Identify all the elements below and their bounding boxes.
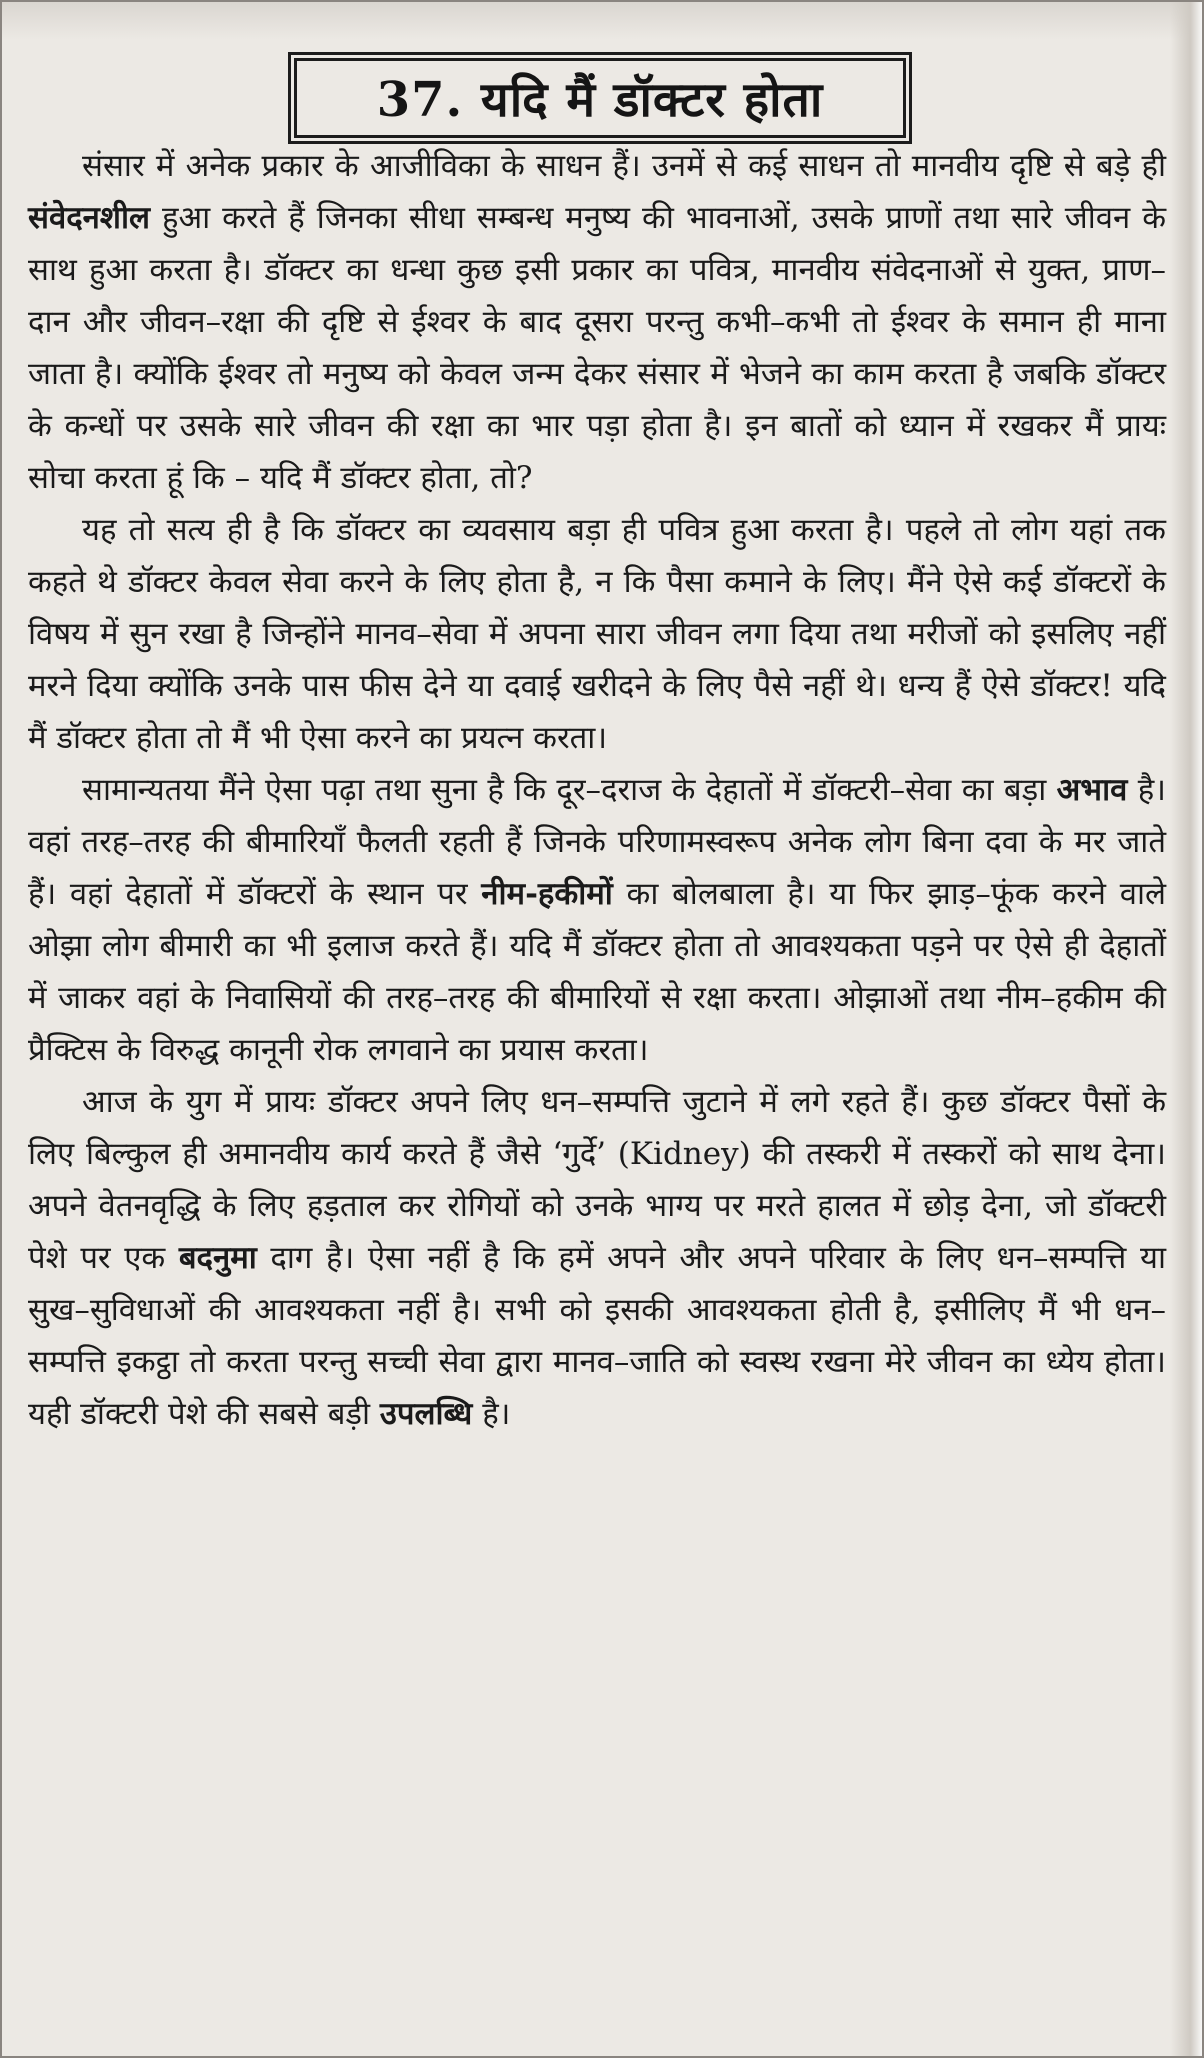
text-segment: दाग है। ऐसा नहीं है कि हमें अपने और अपने परिवार के लिए धन–सम्पत्ति या सुख–सुविधाओं की आवश्यकता नहीं है। सभी को इसकी आवश्यकता होती है, इसीलिए मैं भी धन–सम्पत्ति इकट्ठा तो करता परन्तु सच्ची सेवा द्वारा मानव–जाति को स्वस्थ रखना मेरे जीवन का ध्येय होता। यही डॉक्टरी पेशे की सबसे बड़ी bbox=[28, 1240, 1166, 1432]
page-binding-shadow bbox=[1170, 0, 1204, 2058]
text-segment: सामान्यतया मैंने ऐसा पढ़ा तथा सुना है कि दूर–दराज के देहातों में डॉक्टरी–सेवा का बड़ा bbox=[82, 772, 1057, 808]
text-segment: है। वहां तरह–तरह की बीमारियाँ फैलती रहती हैं जिनके परिणामस्वरूप अनेक लोग बिना दवा के मर जाते हैं। वहां देहातों में डॉक्टरों के स्थान पर bbox=[28, 772, 1166, 912]
text-segment: है। bbox=[472, 1396, 511, 1432]
paragraph-2 bbox=[28, 504, 1166, 764]
essay-body bbox=[28, 140, 1166, 1440]
paragraph-4 bbox=[28, 1076, 1166, 1440]
page-top-shadow bbox=[0, 0, 1204, 40]
bold-keyword: संवेदनशील bbox=[28, 200, 150, 236]
text-segment: हुआ करते हैं जिनका सीधा सम्बन्ध मनुष्य की भावनाओं, उसके प्राणों तथा सारे जीवन के साथ हुआ करता है। डॉक्टर का धन्धा कुछ इसी प्रकार का पवित्र, मानवीय संवेदनाओं से युक्त, प्राण–दान और जीवन–रक्षा की दृष्टि से ईश्वर के बाद दूसरा परन्तु कभी–कभी तो ईश्वर के समान ही माना जाता है। क्योंकि ईश्वर तो मनुष्य को केवल जन्म देकर संसार में भेजने का काम करता है जबकि डॉक्टर के कन्धों पर उसके सारे जीवन की रक्षा का भार पड़ा होता है। इन बातों को ध्यान में रखकर मैं प्रायः सोचा करता हूं कि – यदि मैं डॉक्टर होता, तो? bbox=[28, 200, 1166, 496]
text-segment: आज के युग में प्रायः डॉक्टर अपने लिए धन–सम्पत्ति जुटाने में लगे रहते हैं। कुछ डॉक्टर पैसों के लिए बिल्कुल ही अमानवीय कार्य करते हैं जैसे ‘गुर्दे’ (Kidney) की तस्करी में तस्करों को साथ देना। अपने वेतनवृद्धि के लिए हड़ताल कर रोगियों को उनके भाग्य पर मरते हालत में छोड़ देना, जो डॉक्टरी पेशे पर एक bbox=[28, 1084, 1166, 1276]
bold-keyword: नीम-हकीमों bbox=[481, 876, 613, 912]
paragraph-3 bbox=[28, 764, 1166, 1076]
title-box bbox=[294, 58, 906, 138]
paragraph-1 bbox=[28, 140, 1166, 504]
bold-keyword: बदनुमा bbox=[178, 1240, 257, 1276]
page-title: 37. यदि मैं डॉक्टर होता bbox=[376, 71, 824, 128]
text-segment: का बोलबाला है। या फिर झाड़–फूंक करने वाले ओझा लोग बीमारी का भी इलाज करते हैं। यदि मैं डॉक्टर होता तो आवश्यकता पड़ने पर ऐसे ही देहातों में जाकर वहां के निवासियों की तरह–तरह की बीमारियों से रक्षा करता। ओझाओं तथा नीम–हकीम की प्रैक्टिस के विरुद्ध कानूनी रोक लगवाने का प्रयास करता। bbox=[28, 876, 1166, 1068]
bold-keyword: उपलब्धि bbox=[379, 1396, 473, 1432]
bold-keyword: अभाव bbox=[1056, 772, 1128, 808]
text-segment: यह तो सत्य ही है कि डॉक्टर का व्यवसाय बड़ा ही पवित्र हुआ करता है। पहले तो लोग यहां तक कहते थे डॉक्टर केवल सेवा करने के लिए होता है, न कि पैसा कमाने के लिए। मैंने ऐसे कई डॉक्टरों के विषय में सुन रखा है जिन्होंने मानव–सेवा में अपना सारा जीवन लगा दिया तथा मरीजों को इसलिए नहीं मरने दिया क्योंकि उनके पास फीस देने या दवाई खरीदने के लिए पैसे नहीं थे। धन्य हैं ऐसे डॉक्टर! यदि मैं डॉक्टर होता तो मैं भी ऐसा करने का प्रयत्न करता। bbox=[28, 512, 1166, 756]
text-segment: संसार में अनेक प्रकार के आजीविका के साधन हैं। उनमें से कई साधन तो मानवीय दृष्टि से बड़े ही bbox=[82, 148, 1166, 184]
